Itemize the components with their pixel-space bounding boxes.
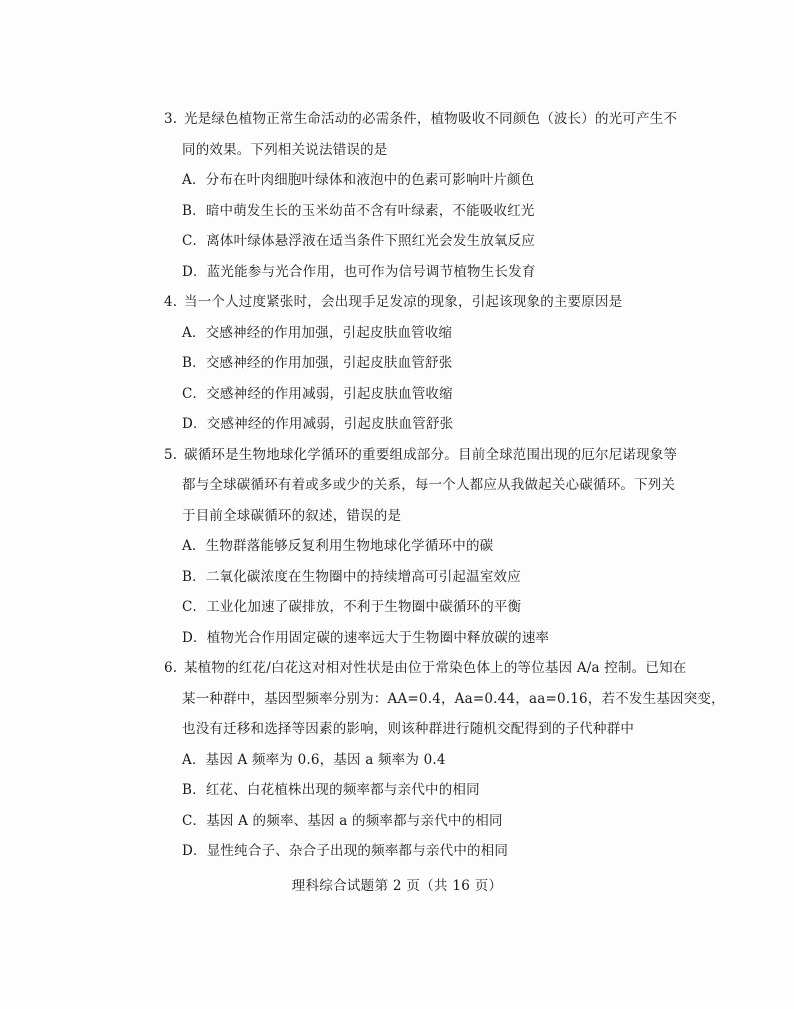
question-stem-line: 也没有迁移和选择等因素的影响，则该种群进行随机交配得到的子代种群中 [182, 721, 635, 737]
question-4 [162, 287, 682, 440]
option-c: C．工业化加速了碳排放，不利于生物圈中碳循环的平衡 [182, 599, 522, 615]
question-number: 3. [164, 111, 178, 127]
question-3 [162, 104, 682, 287]
question-number: 6. [164, 660, 178, 676]
question-stem-line [164, 653, 687, 684]
question-stem-line [164, 440, 684, 471]
option-c: C．交感神经的作用减弱，引起皮肤血管收缩 [182, 385, 453, 402]
question-stem-text: 某植物的红花/白花这对相对性状是由位于常染色体上的等位基因 A/a 控制。已知在 [184, 660, 687, 676]
question-6 [162, 653, 725, 867]
option-c: C．离体叶绿体悬浮液在适当条件下照红光会发生放氧反应 [182, 233, 536, 249]
option-b: B．二氧化碳浓度在生物圈中的持续增高可引起温室效应 [182, 568, 521, 585]
option-b: B．暗中萌发生长的玉米幼苗不含有叶绿素，不能吸收红光 [182, 202, 535, 219]
question-5 [162, 440, 682, 654]
option-b: B．红花、白花植株出现的频率都与亲代中的相同 [182, 782, 480, 798]
option-a: A．交感神经的作用加强，引起皮肤血管收缩 [182, 324, 453, 341]
option-b: B．交感神经的作用加强，引起皮肤血管舒张 [182, 355, 453, 371]
question-stem-line: 都与全球碳循环有着或多或少的关系，每一个人都应从我做起关心碳循环。下列关 [182, 477, 676, 493]
question-number: 5. [164, 446, 178, 463]
question-stem-line [164, 287, 684, 318]
option-d: D．显性纯合子、杂合子出现的频率都与亲代中的相同 [182, 843, 509, 859]
option-a: A．分布在叶肉细胞叶绿体和液泡中的色素可影响叶片颜色 [182, 172, 535, 188]
option-c: C．基因 A 的频率、基因 a 的频率都与亲代中的相同 [182, 812, 503, 829]
question-stem-line: 于目前全球碳循环的叙述，错误的是 [182, 507, 402, 524]
question-stem-text: 碳循环是生物地球化学循环的重要组成部分。目前全球范围出现的厄尔尼诺现象等 [184, 446, 678, 463]
option-d: D．交感神经的作用减弱，引起皮肤血管舒张 [182, 416, 454, 432]
question-stem-text: 当一个人过度紧张时，会出现手足发凉的现象，引起该现象的主要原因是 [184, 294, 623, 310]
option-a: A．生物群落能够反复利用生物地球化学循环中的碳 [182, 538, 494, 554]
question-stem-line: 某一种群中，基因型频率分别为：AA=0.4，Aa=0.44，aa=0.16，若不发生基因突变， [182, 690, 725, 707]
option-d: D．蓝光能参与光合作用，也可作为信号调节植物生长发育 [182, 263, 536, 280]
question-stem-line: 同的效果。下列相关说法错误的是 [182, 141, 388, 158]
page-footer: 理科综合试题第 2 页（共 16 页） [291, 878, 503, 894]
question-stem-text: 光是绿色植物正常生命活动的必需条件，植物吸收不同颜色（波长）的光可产生不 [184, 111, 678, 127]
question-stem-line [164, 104, 684, 135]
question-list [162, 104, 725, 867]
option-a: A．基因 A 频率为 0.6，基因 a 频率为 0.4 [182, 751, 446, 768]
question-number: 4. [164, 294, 178, 310]
option-d: D．植物光合作用固定碳的速率远大于生物圈中释放碳的速率 [182, 629, 550, 646]
